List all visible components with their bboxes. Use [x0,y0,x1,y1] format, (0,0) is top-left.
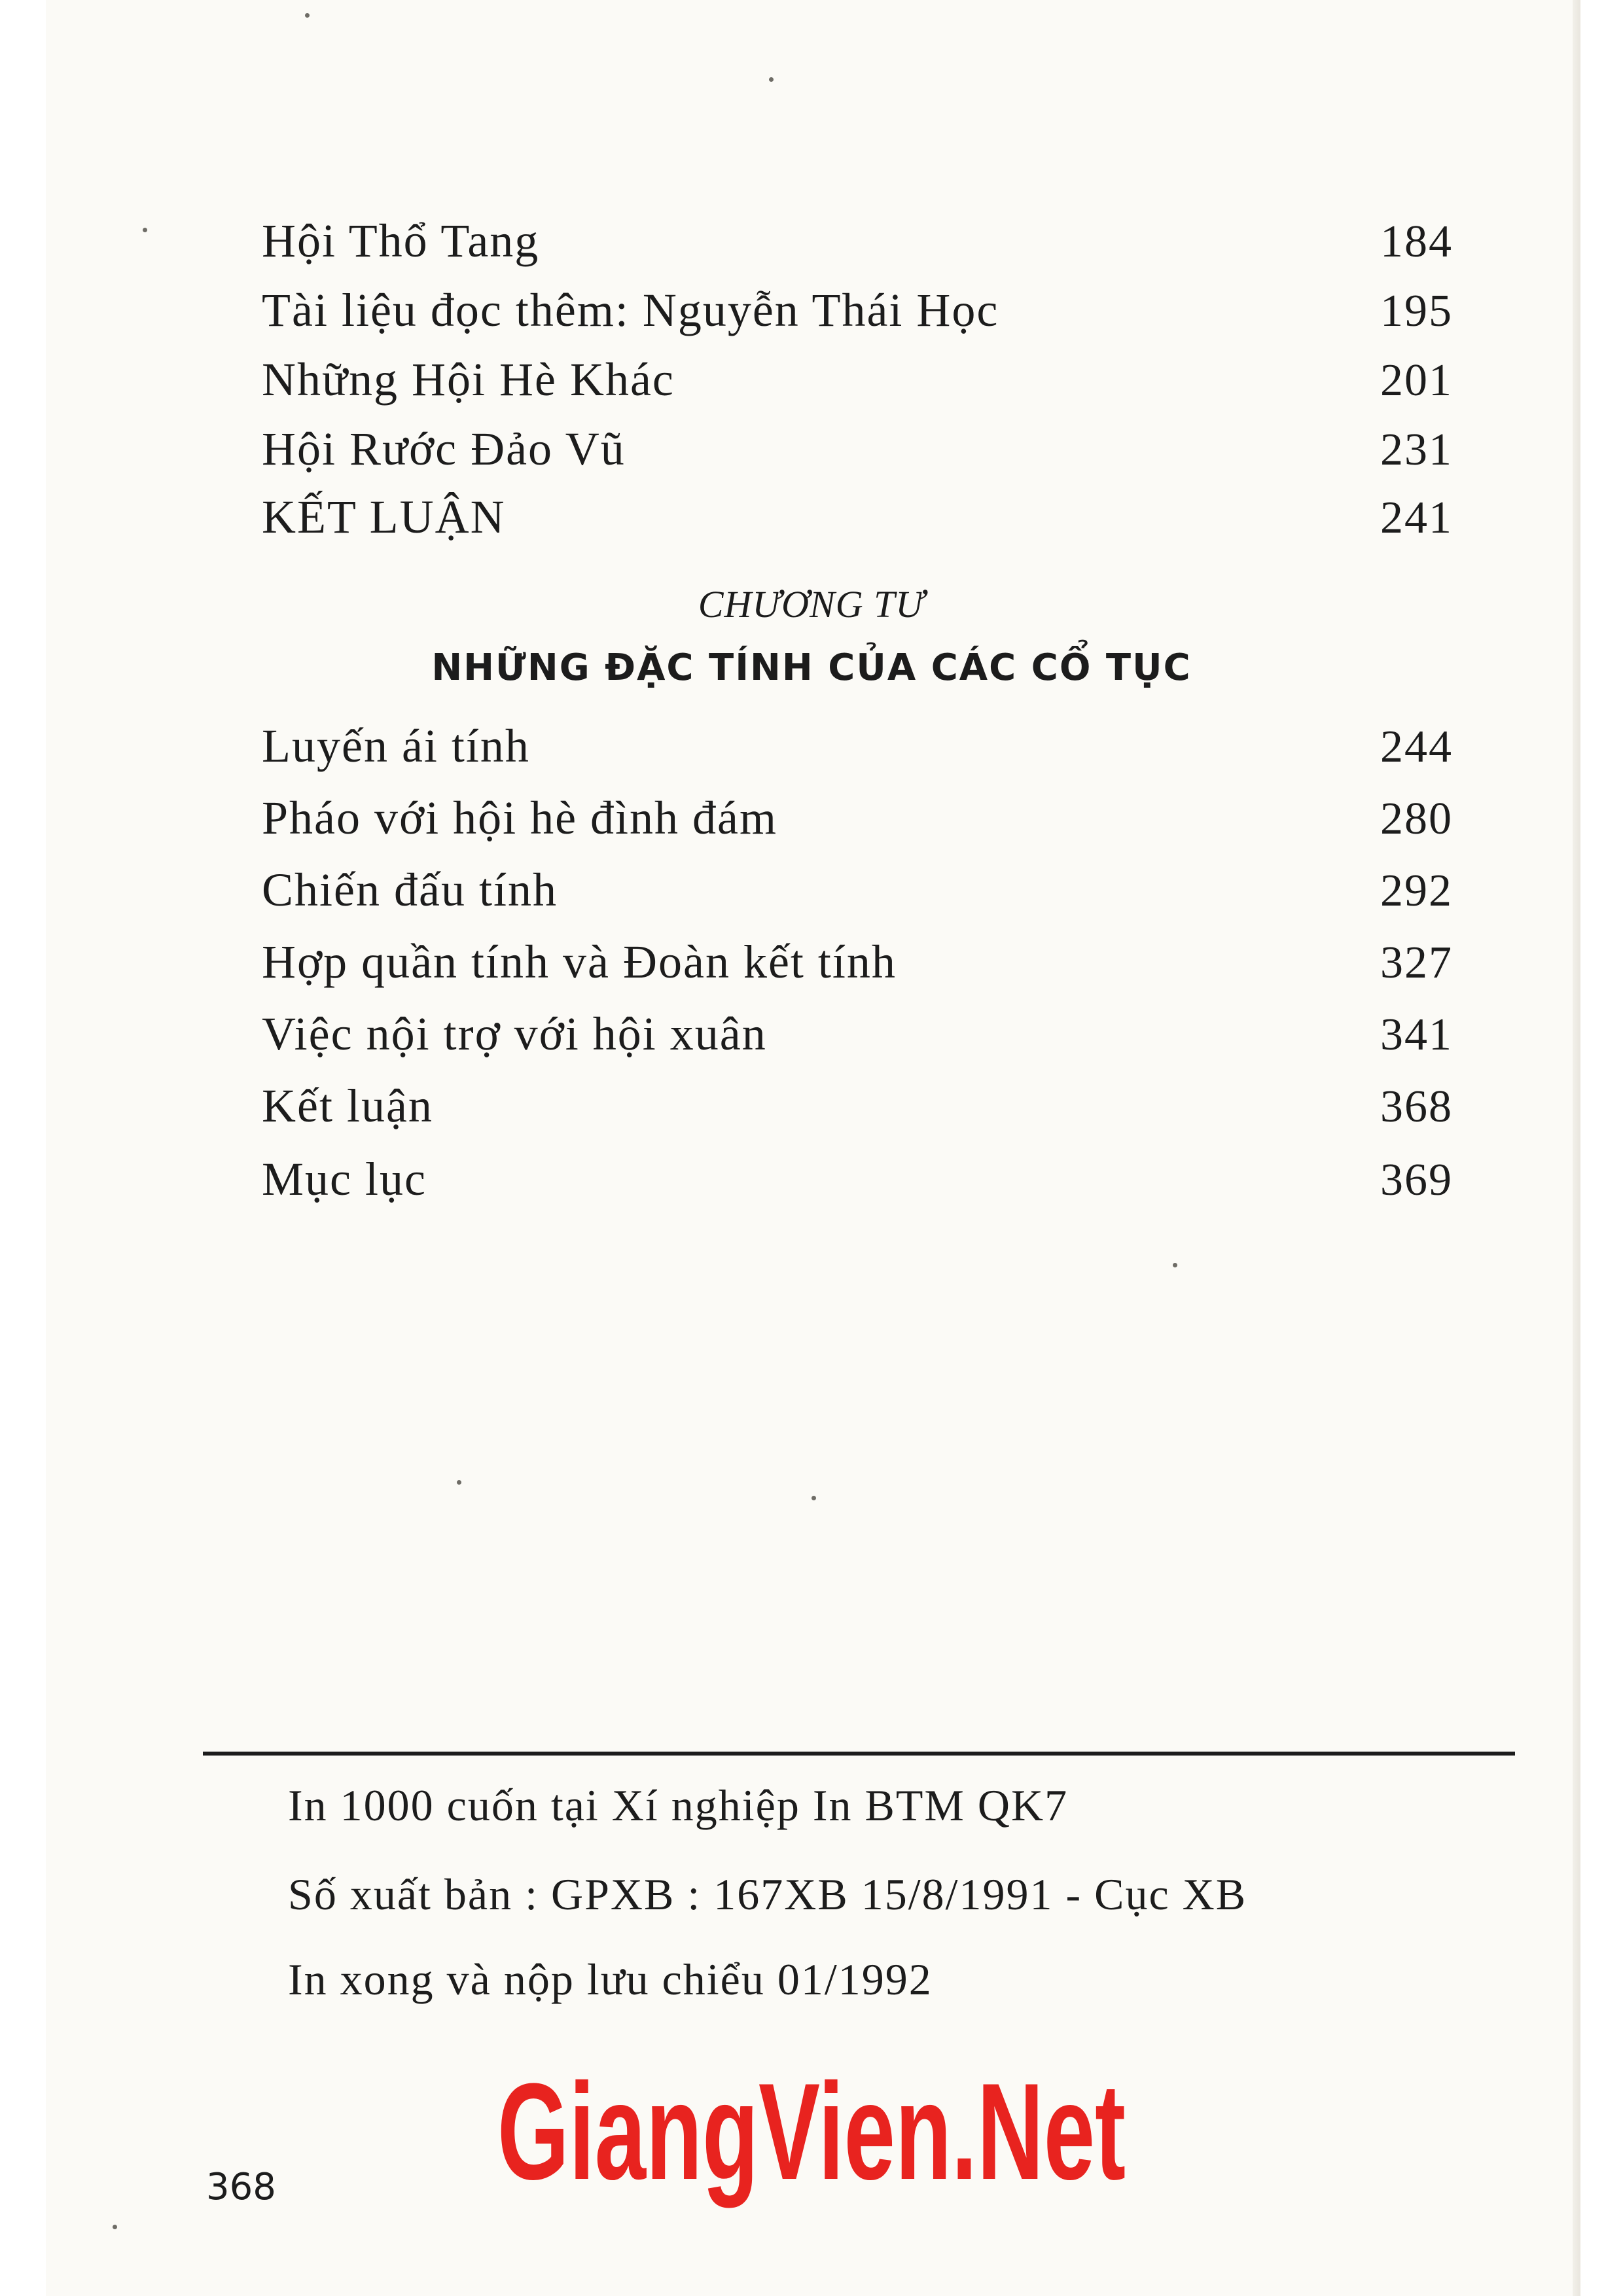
scan-speck [812,1496,816,1500]
colophon-line: In xong và nộp lưu chiểu 01/1992 [288,1954,933,2004]
toc-entry [262,1068,1453,1133]
toc-entry-page: 341 [1380,1010,1453,1060]
toc-entry [262,708,1453,773]
toc-entry [262,411,1453,476]
toc-entry [262,272,1453,338]
colophon-line: Số xuất bản : GPXB : 167XB 15/8/1991 - Cục XB [288,1869,1247,1919]
scan-speck [1173,1263,1177,1267]
toc-entry-title: Những Hội Hè Khác [262,353,675,406]
toc-entry [262,924,1453,989]
scan-speck [457,1480,461,1485]
toc-entry-page: 241 [1380,493,1453,543]
toc-entry-page: 201 [1380,355,1453,406]
toc-entry-page: 368 [1380,1082,1453,1132]
watermark-text: GiangVien.Net [497,2055,1126,2208]
toc-entry-page: 292 [1380,866,1453,916]
toc-entry-title: Pháo với hội hè đình đám [262,792,778,844]
toc-entry-title: Việc nội trợ với hội xuân [262,1008,767,1060]
toc-entry-title: Luyến ái tính [262,720,530,772]
chapter-title: NHỮNG ĐẶC TÍNH CỦA CÁC CỔ TỤC [431,646,1192,689]
toc-entry-page: 369 [1380,1155,1453,1205]
toc-entry-page: 231 [1380,425,1453,475]
toc-entry-page: 327 [1380,938,1453,988]
toc-entry [262,996,1453,1061]
scan-speck [305,13,310,18]
scan-speck [113,2225,117,2229]
chapter-label: CHƯƠNG TƯ [698,583,925,626]
toc-entry-title: KẾT LUẬN [262,491,506,543]
toc-entry [262,780,1453,845]
toc-entry-title: Hội Thổ Tang [262,215,540,267]
toc-entry-title: Hội Rước Đảo Vũ [262,423,626,475]
toc-entry [262,1141,1453,1207]
toc-entry-page: 184 [1380,217,1453,267]
toc-entry [262,852,1453,917]
toc-entry [262,203,1453,268]
toc-entry-page: 195 [1380,286,1453,336]
colophon-divider [203,1752,1515,1756]
scan-speck [143,228,147,232]
toc-entry [262,342,1453,407]
toc-entry-title: Tài liệu đọc thêm: Nguyễn Thái Học [262,284,999,336]
page-number: 368 [206,2166,276,2208]
toc-entry [262,479,1453,544]
scan-speck [769,77,774,82]
toc-entry-page: 280 [1380,794,1453,844]
toc-entry-title: Chiến đấu tính [262,864,558,916]
toc-entry-page: 244 [1380,722,1453,772]
toc-entry-title: Mục lục [262,1153,427,1205]
toc-entry-title: Hợp quần tính và Đoàn kết tính [262,936,897,988]
toc-entry-title: Kết luận [262,1080,433,1132]
colophon-line: In 1000 cuốn tại Xí nghiệp In BTM QK7 [288,1780,1069,1830]
watermark-logo [484,2055,1139,2208]
